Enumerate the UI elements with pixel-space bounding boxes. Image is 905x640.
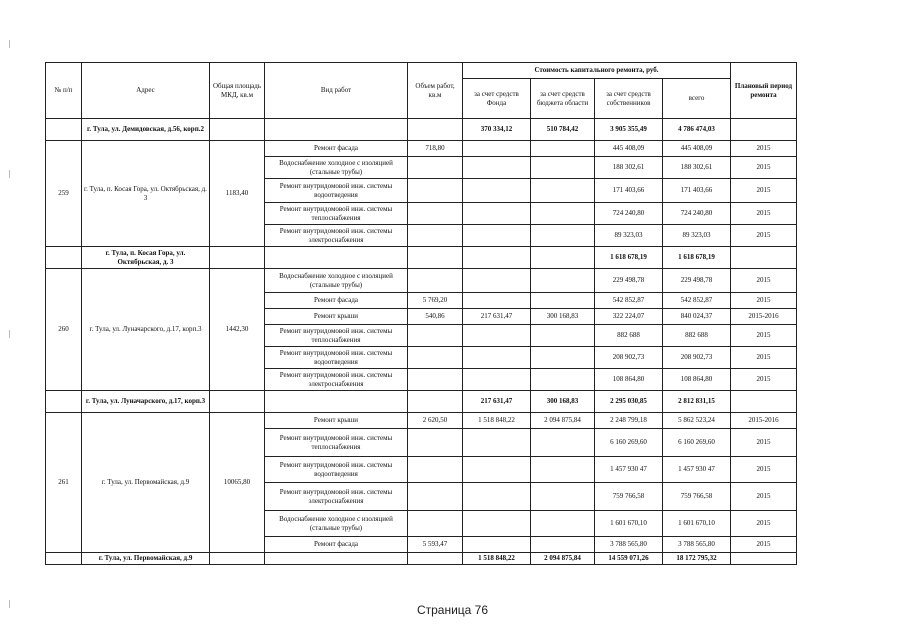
cost-region [531, 347, 595, 369]
header-own: за счет средств собственников [595, 79, 663, 119]
plan-period: 2015 [731, 157, 797, 179]
carry-own: 3 905 355,49 [595, 119, 663, 141]
subtotal-address: г. Тула, ул. Первомайская, д.9 [82, 553, 210, 565]
cost-total: 759 766,58 [663, 483, 731, 511]
cost-fund [463, 293, 531, 309]
plan-period: 2015 [731, 429, 797, 457]
cost-total: 208 902,73 [663, 347, 731, 369]
plan-period: 2015 [731, 293, 797, 309]
cost-region [531, 457, 595, 483]
work-type: Ремонт внутридомовой инж. системы электроснабжения [265, 483, 408, 511]
row-address: г. Тула, п. Косая Гора, ул. Октябрьская, д. 3 [82, 141, 210, 247]
header-address: Адрес [82, 63, 210, 119]
work-type: Ремонт внутридомовой инж. системы водоотведения [265, 179, 408, 203]
work-volume: 540,86 [408, 309, 463, 325]
header-total: всего [663, 79, 731, 119]
subtotal-row [46, 391, 797, 413]
subtotal-region: 2 094 875,84 [531, 553, 595, 565]
header-region: за счет средств бюджета области [531, 79, 595, 119]
cost-total: 724 240,80 [663, 203, 731, 225]
cost-total: 840 024,37 [663, 309, 731, 325]
header-row-top [46, 63, 797, 79]
cost-region [531, 225, 595, 247]
cost-own: 445 408,09 [595, 141, 663, 157]
cost-own: 1 601 670,10 [595, 511, 663, 537]
plan-period: 2015-2016 [731, 309, 797, 325]
plan-period: 2015 [731, 325, 797, 347]
work-type: Ремонт внутридомовой инж. системы электроснабжения [265, 369, 408, 391]
cost-fund [463, 429, 531, 457]
subtotal-own: 14 559 071,26 [595, 553, 663, 565]
cost-fund [463, 537, 531, 553]
subtotal-row [46, 553, 797, 565]
work-type: Ремонт внутридомовой инж. системы теплоснабжения [265, 203, 408, 225]
cost-region [531, 537, 595, 553]
repair-register-table [45, 62, 797, 565]
cost-region [531, 429, 595, 457]
plan-period: 2015 [731, 369, 797, 391]
work-type: Ремонт внутридомовой инж. системы электроснабжения [265, 225, 408, 247]
cost-fund: 1 518 848,22 [463, 413, 531, 429]
work-type: Водоснабжение холодное с изоляцией (стальные трубы) [265, 269, 408, 293]
cost-total: 5 862 523,24 [663, 413, 731, 429]
row-number: 260 [46, 269, 82, 391]
cost-fund [463, 457, 531, 483]
carry-address: г. Тула, ул. Демидовская, д.56, корп.2 [82, 119, 210, 141]
work-row [46, 413, 797, 429]
cost-region [531, 325, 595, 347]
cost-own: 759 766,58 [595, 483, 663, 511]
work-volume [408, 429, 463, 457]
row-area: 10065,80 [210, 413, 265, 553]
cost-fund [463, 483, 531, 511]
work-volume: 2 620,50 [408, 413, 463, 429]
subtotal-fund [463, 247, 531, 269]
subtotal-region: 300 168,83 [531, 391, 595, 413]
carry-total: 4 786 474,03 [663, 119, 731, 141]
cost-own: 171 403,66 [595, 179, 663, 203]
subtotal-address: г. Тула, п. Косая Гора, ул. Октябрьская, д. 3 [82, 247, 210, 269]
subtotal-own: 2 295 030,85 [595, 391, 663, 413]
cost-total: 108 864,80 [663, 369, 731, 391]
cost-fund [463, 347, 531, 369]
row-area: 1442,30 [210, 269, 265, 391]
work-type: Ремонт фасада [265, 141, 408, 157]
cost-region [531, 179, 595, 203]
cost-fund [463, 269, 531, 293]
cost-total: 445 408,09 [663, 141, 731, 157]
subtotal-region [531, 247, 595, 269]
work-volume: 5 593,47 [408, 537, 463, 553]
cost-total: 89 323,03 [663, 225, 731, 247]
carry-over-row [46, 119, 797, 141]
row-address: г. Тула, ул. Первомайская, д.9 [82, 413, 210, 553]
subtotal-fund: 1 518 848,22 [463, 553, 531, 565]
cost-own: 2 248 799,18 [595, 413, 663, 429]
cost-own: 229 498,78 [595, 269, 663, 293]
plan-period: 2015 [731, 457, 797, 483]
work-type: Ремонт фасада [265, 293, 408, 309]
cost-region [531, 511, 595, 537]
cost-own: 724 240,80 [595, 203, 663, 225]
work-volume [408, 347, 463, 369]
cost-own: 6 160 269,60 [595, 429, 663, 457]
cost-total: 542 852,87 [663, 293, 731, 309]
plan-period: 2015 [731, 179, 797, 203]
subtotal-fund: 217 631,47 [463, 391, 531, 413]
cost-region [531, 293, 595, 309]
work-type: Ремонт внутридомовой инж. системы теплоснабжения [265, 325, 408, 347]
cost-fund [463, 225, 531, 247]
row-area: 1183,40 [210, 141, 265, 247]
cost-fund [463, 157, 531, 179]
cost-region [531, 157, 595, 179]
row-address: г. Тула, ул. Луначарского, д.17, корп.3 [82, 269, 210, 391]
cost-fund [463, 369, 531, 391]
scan-mark [9, 40, 10, 48]
row-number: 259 [46, 141, 82, 247]
work-volume: 718,80 [408, 141, 463, 157]
cost-total: 6 160 269,60 [663, 429, 731, 457]
header-fund: за счет средств Фонда [463, 79, 531, 119]
cost-total: 171 403,66 [663, 179, 731, 203]
carry-fund: 370 334,12 [463, 119, 531, 141]
work-volume [408, 179, 463, 203]
cost-region [531, 203, 595, 225]
subtotal-total: 2 812 831,15 [663, 391, 731, 413]
cost-fund [463, 325, 531, 347]
cost-region [531, 141, 595, 157]
work-type: Ремонт внутридомовой инж. системы водоотведения [265, 457, 408, 483]
plan-period: 2015 [731, 269, 797, 293]
plan-period: 2015 [731, 225, 797, 247]
work-volume [408, 483, 463, 511]
plan-period: 2015 [731, 203, 797, 225]
cost-own: 89 323,03 [595, 225, 663, 247]
cost-own: 882 688 [595, 325, 663, 347]
cost-region: 2 094 875,84 [531, 413, 595, 429]
cost-own: 1 457 930 47 [595, 457, 663, 483]
cost-own: 188 302,61 [595, 157, 663, 179]
cost-region [531, 269, 595, 293]
work-type: Ремонт фасада [265, 537, 408, 553]
cost-own: 108 864,80 [595, 369, 663, 391]
cost-total: 3 788 565,80 [663, 537, 731, 553]
cost-own: 3 788 565,80 [595, 537, 663, 553]
work-volume [408, 269, 463, 293]
work-row [46, 269, 797, 293]
plan-period: 2015 [731, 511, 797, 537]
work-type: Водоснабжение холодное с изоляцией (стальные трубы) [265, 157, 408, 179]
header-area: Общая площадь МКД, кв.м [210, 63, 265, 119]
scan-mark [9, 170, 10, 178]
cost-own: 322 224,07 [595, 309, 663, 325]
cost-fund [463, 179, 531, 203]
cost-total: 882 688 [663, 325, 731, 347]
work-volume [408, 369, 463, 391]
cost-own: 542 852,87 [595, 293, 663, 309]
cost-region: 300 168,83 [531, 309, 595, 325]
plan-period: 2015 [731, 347, 797, 369]
work-volume [408, 457, 463, 483]
cost-total: 188 302,61 [663, 157, 731, 179]
subtotal-total: 18 172 795,32 [663, 553, 731, 565]
cost-region [531, 483, 595, 511]
plan-period: 2015 [731, 483, 797, 511]
cost-own: 208 902,73 [595, 347, 663, 369]
work-volume [408, 325, 463, 347]
cost-total: 1 457 930 47 [663, 457, 731, 483]
cost-fund [463, 203, 531, 225]
cost-total: 229 498,78 [663, 269, 731, 293]
work-type: Ремонт крыши [265, 309, 408, 325]
header-volume: Объем работ, кв.м [408, 63, 463, 119]
work-volume [408, 157, 463, 179]
scan-mark [9, 330, 10, 338]
work-type: Ремонт внутридомовой инж. системы теплоснабжения [265, 429, 408, 457]
subtotal-row [46, 247, 797, 269]
page-number: Страница 76 [416, 603, 489, 617]
subtotal-total: 1 618 678,19 [663, 247, 731, 269]
work-type: Ремонт крыши [265, 413, 408, 429]
work-volume [408, 511, 463, 537]
subtotal-own: 1 618 678,19 [595, 247, 663, 269]
work-row [46, 141, 797, 157]
cost-fund [463, 511, 531, 537]
row-number: 261 [46, 413, 82, 553]
cost-fund: 217 631,47 [463, 309, 531, 325]
header-cost-group: Стоимость капитального ремонта, руб. [463, 63, 731, 79]
header-period: Плановый период ремонта [731, 63, 797, 119]
work-volume [408, 203, 463, 225]
header-work: Вид работ [265, 63, 408, 119]
plan-period: 2015 [731, 537, 797, 553]
plan-period: 2015-2016 [731, 413, 797, 429]
cost-total: 1 601 670,10 [663, 511, 731, 537]
subtotal-address: г. Тула, ул. Луначарского, д.17, корп.3 [82, 391, 210, 413]
cost-region [531, 369, 595, 391]
work-volume [408, 225, 463, 247]
plan-period: 2015 [731, 141, 797, 157]
work-type: Ремонт внутридомовой инж. системы водоотведения [265, 347, 408, 369]
header-num: № п/п [46, 63, 82, 119]
work-volume: 5 769,20 [408, 293, 463, 309]
cost-fund [463, 141, 531, 157]
carry-region: 510 784,42 [531, 119, 595, 141]
work-type: Водоснабжение холодное с изоляцией (стальные трубы) [265, 511, 408, 537]
